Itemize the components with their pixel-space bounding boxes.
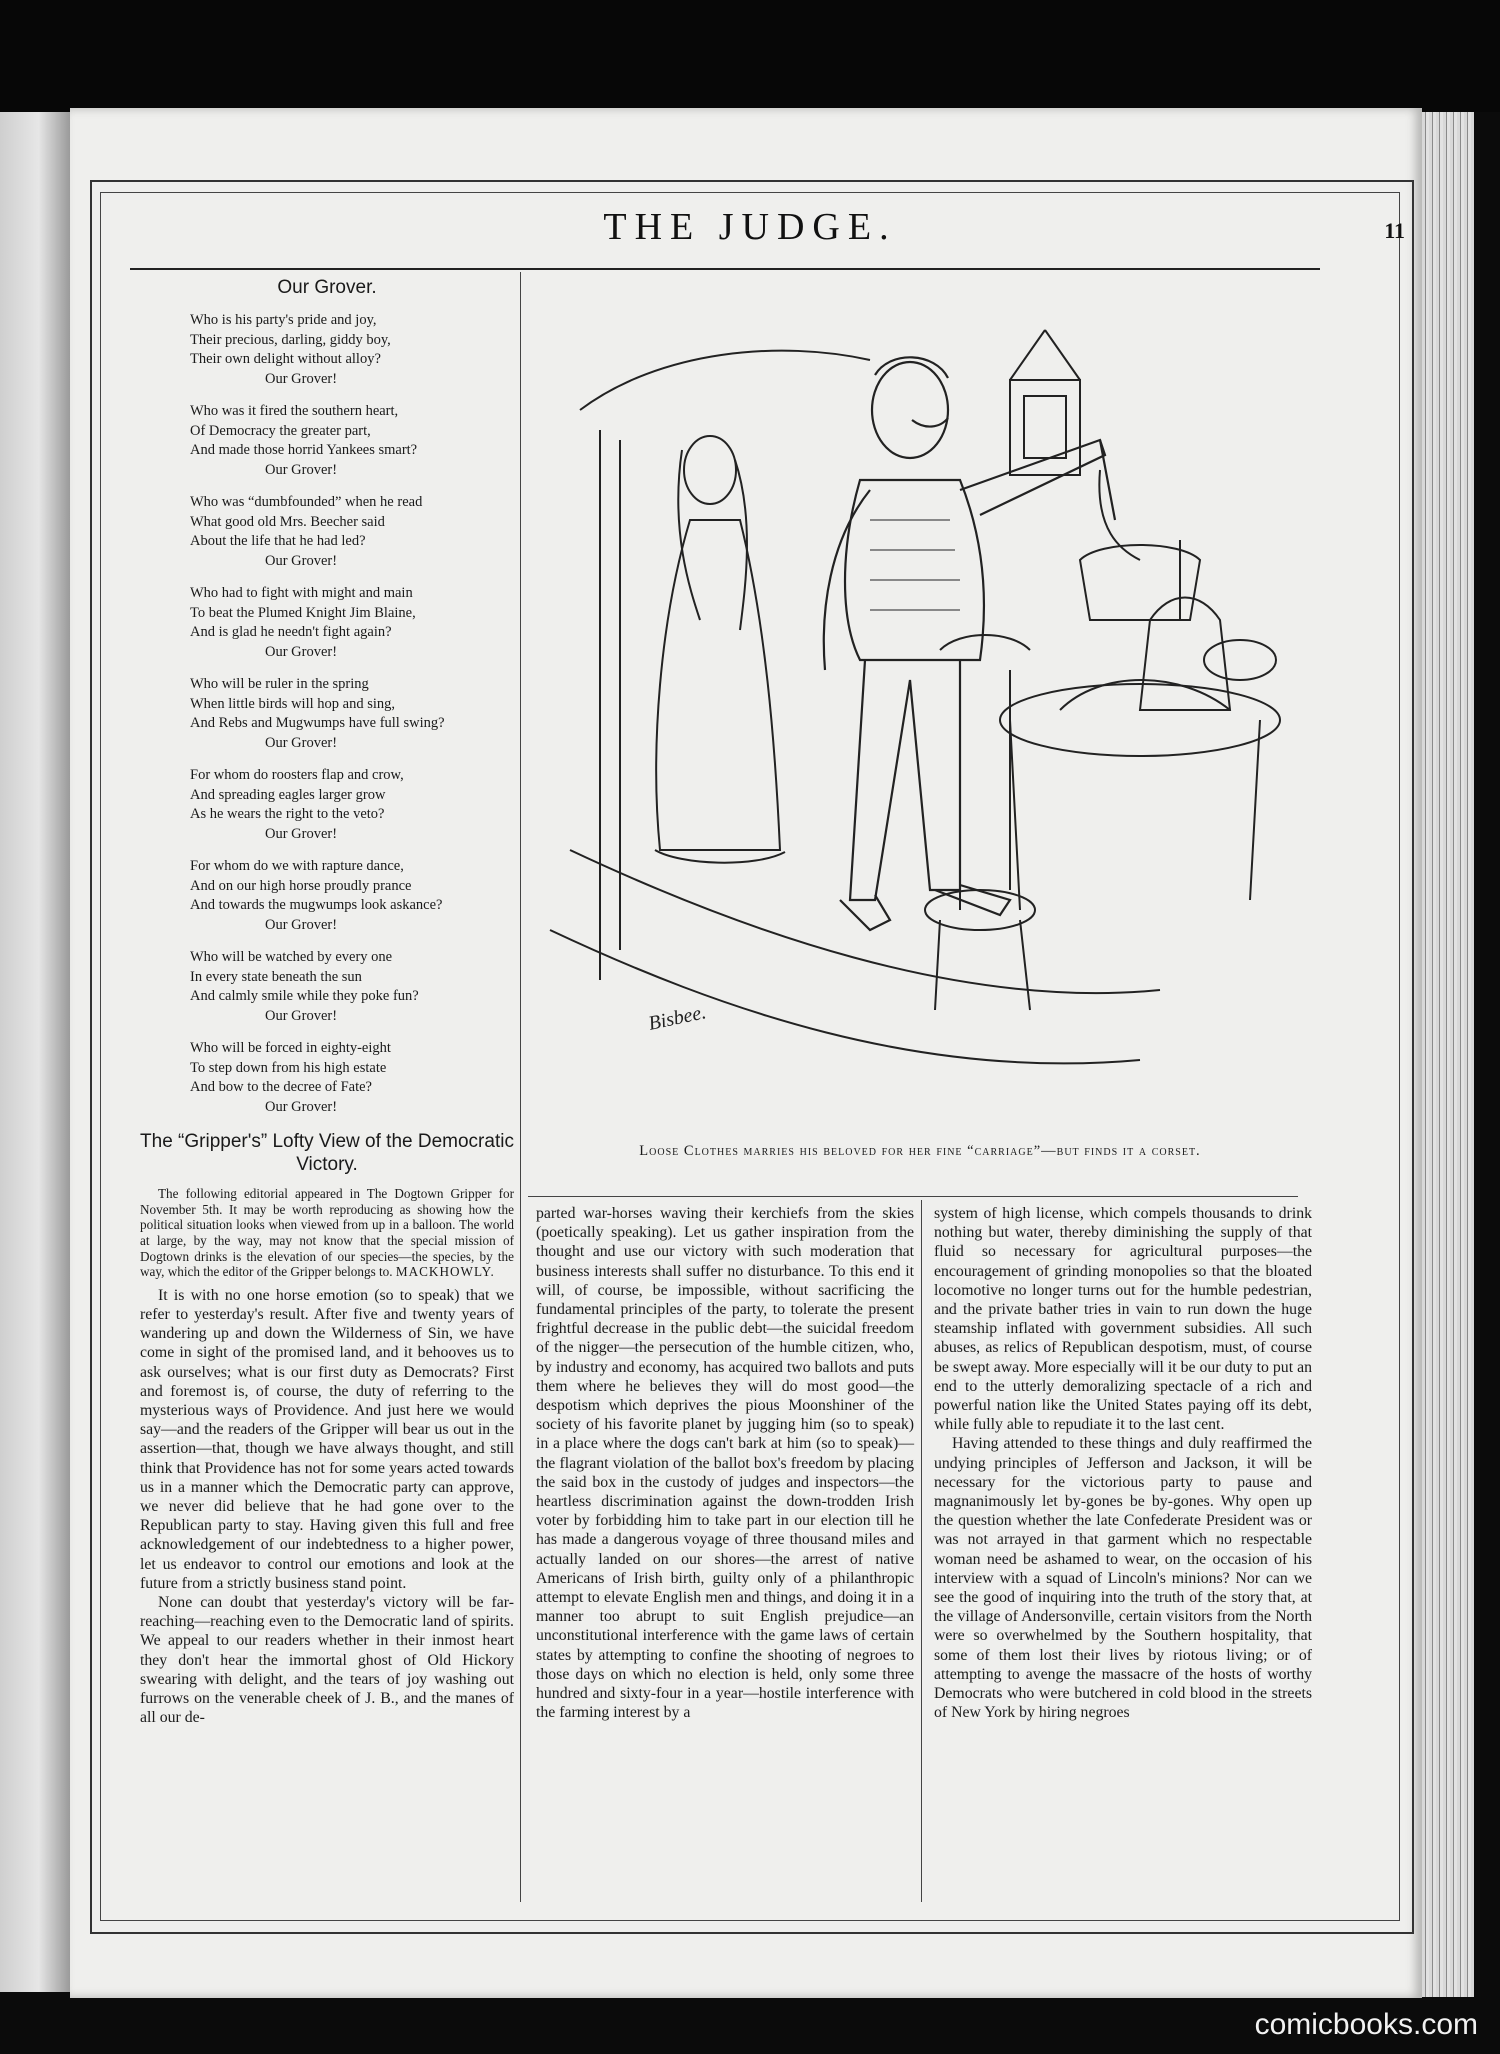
poem-line: And made those horrid Yankees smart? xyxy=(190,442,418,459)
poem-line: Who was “dumbfounded” when he read xyxy=(190,494,423,511)
poem-line: To step down from his high estate xyxy=(190,1059,387,1076)
masthead-title: THE JUDGE. xyxy=(603,206,897,248)
caption-rule xyxy=(528,1196,1298,1197)
previous-page-edge xyxy=(0,112,70,1992)
poem-refrain: Our Grover! xyxy=(265,916,338,933)
poem-line: And bow to the decree of Fate? xyxy=(190,1079,372,1096)
poem-line: And is glad he needn't fight again? xyxy=(190,624,392,641)
poem-refrain: Our Grover! xyxy=(265,552,338,569)
poem-line: And on our high horse proudly prance xyxy=(190,877,412,894)
poem-line: Of Democracy the greater part, xyxy=(190,422,371,439)
poem-refrain: Our Grover! xyxy=(265,825,338,842)
article-paragraph: parted war-horses waving their kerchiefs from the skies (poetically speaking). Let us gather inspiration from the thought and use our victory with such moderation that business interests shall suffer no disturbance. To this end it will, of course, be impossible, without sacrificing the fundamental principles of the party, to tolerate the present frightful decrease in the public debt—the suicidal freedom of the nigger—the persecution of the humble citizen, who, by industry and economy, has acquired two ballots and puts them where he believes they will do most good—the despotism which deprives the pious Moonshiner of the society of his favorite planet by jugging him (so to speak) in a place where the dogs can't bark at him (so to speak)—the flagrant violation of the ballot box's freedom by placing the said box in the custody of judges and inspectors—the heartless discrimination against the down-trodden Irish voter by forbidding him to take part in our election till he has made a dangerous voyage of three thousand miles and actually landed on our shores—the arrest of native Americans of Irish birth, guilty only of a philanthropic attempt to elevate English men and things, and doing it in a manner too abrupt to suit English prejudice—an unconstitutional interference with the game laws of certain states by attempting to confine the shooting of negroes to those days on which no election is held, only some three hundred and sixty-four in a year—hostile interference with the farming interest by a xyxy=(536,1205,914,1722)
poem-body xyxy=(140,311,514,1117)
poem-line: When little birds will hop and sing, xyxy=(190,695,395,712)
poem-refrain: Our Grover! xyxy=(265,1098,338,1115)
book-page-stack xyxy=(1422,112,1474,1997)
poem-line: Their precious, darling, giddy boy, xyxy=(190,331,391,348)
column-rule-left xyxy=(520,272,521,1902)
article-intro-signature: MACKHOWLY. xyxy=(395,1264,495,1280)
cartoon-caption: Loose Clothes marries his beloved for her fine “carriage”—but finds it a corset. xyxy=(639,1143,1201,1159)
poem-stanza xyxy=(140,493,514,571)
poem-line: Who will be watched by every one xyxy=(190,949,393,966)
poem-line: Who will be forced in eighty-eight xyxy=(190,1040,391,1057)
poem-refrain: Our Grover! xyxy=(265,643,338,660)
cartoon-illustration xyxy=(540,290,1330,1100)
poem-refrain: Our Grover! xyxy=(265,370,338,387)
poem-line: About the life that he had led? xyxy=(190,533,366,550)
page-number: 11 xyxy=(1384,218,1405,243)
column-three xyxy=(934,1204,1312,1722)
poem-line: As he wears the right to the veto? xyxy=(190,806,385,823)
woman-figure xyxy=(655,436,785,863)
poem-line: For whom do roosters flap and crow, xyxy=(190,767,404,784)
poem-line: Who had to fight with might and main xyxy=(190,585,413,602)
poem-stanza xyxy=(140,584,514,662)
watermark: comicbooks.com xyxy=(1254,2008,1478,2041)
poem-line: And calmly smile while they poke fun? xyxy=(190,988,419,1005)
column-one xyxy=(140,274,514,1727)
article-intro-text: The following editorial appeared in The Dogtown Gripper for November 5th. It may be worth reproducing as showing how the political situation looks when viewed from up in a balloon. The world at large, by the way, may not know that the special mission of Dogtown drinks is the elevation of our species—the species, by the way, which the editor of the Gripper belongs to. xyxy=(140,1186,514,1280)
poem-refrain: Our Grover! xyxy=(265,734,338,751)
poem-line: Who was it fired the southern heart, xyxy=(190,403,399,420)
article-paragraph: system of high license, which compels thousands to drink nothing but water, thereby diminishing the supply of that fluid so necessary for agricultural purposes—the encouragement of grinding monopolies so that the bloated locomotive no longer turns out for the humble pedestrian, and the private bather tries in vain to run down the huge steamship inflated with government subsidies. All such abuses, as relics of Republican despotism, must, of course be swept away. More especially will it be our duty to put an end to the utterly demoralizing spectacle of a rich and powerful nation like the United States paying off its debt, while fully able to repudiate it to the last cent. xyxy=(934,1205,1312,1434)
man-figure xyxy=(824,357,1115,930)
poem-title: Our Grover. xyxy=(277,277,377,298)
article-paragraph: None can doubt that yesterday's victory will be far-reaching—reaching even to the Democratic land of spirits. We appeal to our readers whether in their inmost heart they don't hear the immortal ghost of Old Hickory swearing with delight, and the tears of joy washing out furrows on the venerable cheek of J. B., and the manes of all our de- xyxy=(140,1594,514,1727)
poem-stanza xyxy=(140,948,514,1026)
poem-refrain: Our Grover! xyxy=(265,1007,338,1024)
artist-signature: Bisbee. xyxy=(646,1001,709,1035)
poem-stanza xyxy=(140,402,514,480)
column-two xyxy=(536,1204,914,1722)
poem-line: Who is his party's pride and joy, xyxy=(190,312,377,329)
article-title: The “Gripper's” Lofty View of the Democratic Victory. xyxy=(140,1131,514,1176)
article-intro xyxy=(140,1186,514,1280)
poem-line: For whom do we with rapture dance, xyxy=(190,858,404,875)
poem-stanza xyxy=(140,1039,514,1117)
column-rule-right xyxy=(921,1200,922,1902)
poem-line: To beat the Plumed Knight Jim Blaine, xyxy=(190,604,416,621)
poem-line: Their own delight without alloy? xyxy=(190,351,381,368)
column-one-body xyxy=(140,1286,514,1728)
poem-stanza xyxy=(140,857,514,935)
masthead-rule xyxy=(130,268,1320,270)
poem-stanza xyxy=(140,311,514,389)
poem-line: In every state beneath the sun xyxy=(190,968,362,985)
poem-refrain: Our Grover! xyxy=(265,461,338,478)
poem-line: And Rebs and Mugwumps have full swing? xyxy=(190,715,445,732)
article-paragraph: Having attended to these things and duly reaffirmed the undying principles of Jefferson and Jackson, it will be necessary for the victorious party to pause and magnanimously let by-gones be by-gones. Why open up the question whether the late Confederate President was or was not arrayed in that garment which no respectable woman need be ashamed to wear, on the occasion of his interview with a squad of Lincoln's minions? Nor can we see the good of inquiring into the truth of the story that, at the village of Andersonville, certain visitors from the North were so overwhelmed by the Southern hospitality, that some of them lost their lives by riotous living; or of attempting to avenge the massacre of the hosts of worthy Democrats who were butchered in cold blood in the streets of New York by hiring negroes xyxy=(934,1435,1312,1722)
poem-stanza xyxy=(140,766,514,844)
poem-line: What good old Mrs. Beecher said xyxy=(190,513,385,530)
scan-background-top xyxy=(0,0,1500,112)
poem-line: Who will be ruler in the spring xyxy=(190,676,369,693)
poem-stanza xyxy=(140,675,514,753)
poem-line: And towards the mugwumps look askance? xyxy=(190,897,443,914)
poem-line: And spreading eagles larger grow xyxy=(190,786,386,803)
article-paragraph: It is with no one horse emotion (so to speak) that we refer to yesterday's result. After five and twenty years of wandering up and down the Wilderness of Sin, we have come in sight of the promised land, and it behooves us to ask ourselves; what is our first duty as Democrats? First and foremost is, of course, the duty of referring to the mysterious ways of Providence. And just here we would say—and the readers of the Gripper will bear us out in the assertion—that, though we have always thought, and still think that Providence has not for some years acted towards us in a manner which the Democratic party can approve, we never did believe that he had gone over to the Republican party to stay. Having given this full and free acknowledgement of our indebtedness to a higher power, let us endeavor to control our emotions and look at the future from a strictly business stand point. xyxy=(140,1286,514,1592)
